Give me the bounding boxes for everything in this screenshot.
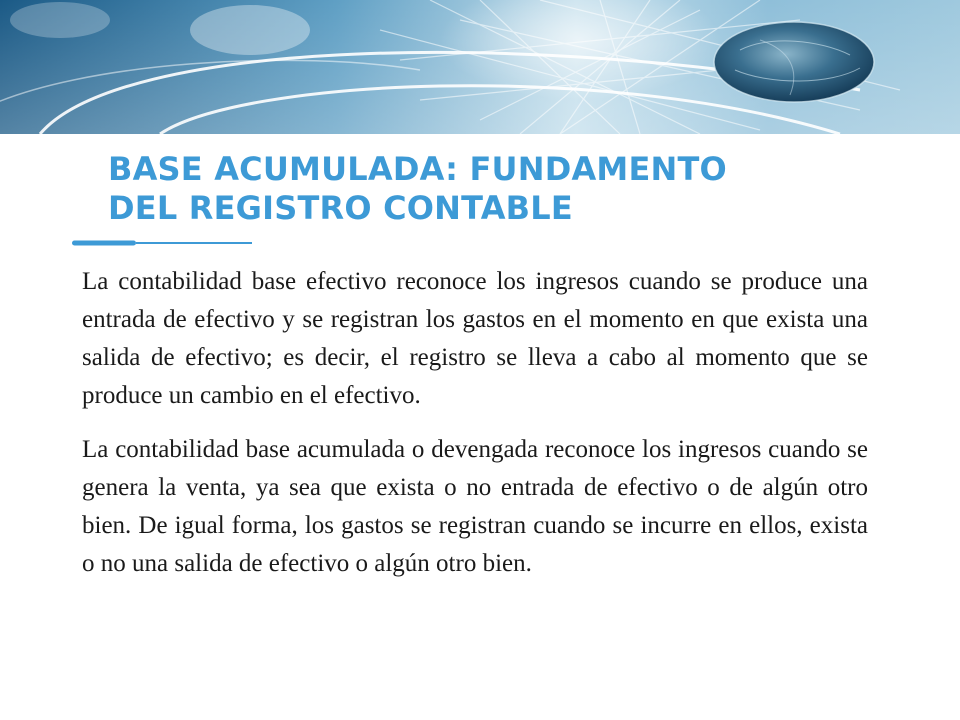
slide-body [82,263,868,583]
title-line-2: DEL REGISTRO CONTABLE [108,189,573,227]
globe-rays-icon [0,0,960,134]
title-underline [72,238,252,246]
paragraph-cash-basis: La contabilidad base efectivo reconoce los ingresos cuando se produce una entrada de efectivo y se registran los gastos en el momento en que exista una salida de efectivo; es decir, el registro se lleva a cabo al momento que se produce un cambio en el efectivo. [82,268,868,409]
header-banner [0,0,960,134]
paragraph-accrual-basis: La contabilidad base acumulada o devengada reconoce los ingresos cuando se genera la venta, ya sea que exista o no entrada de efectivo o de algún otro bien. De igual forma, los gastos se registran cuando se incurre en ellos, exista o no una salida de efectivo o algún otro bien. [82,436,868,577]
slide-title [108,150,828,228]
title-line-1: BASE ACUMULADA: FUNDAMENTO [108,150,727,188]
